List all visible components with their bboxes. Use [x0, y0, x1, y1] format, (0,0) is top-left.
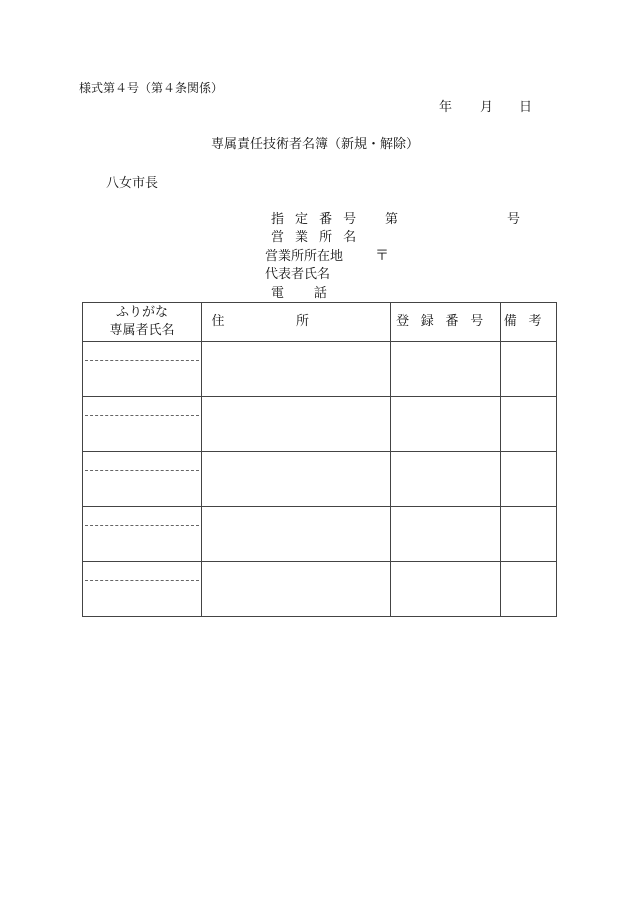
date-day-label: 日: [519, 100, 533, 115]
designation-number-prefix: 第: [385, 212, 399, 227]
form-number-label: 様式第４号（第４条関係）: [79, 81, 224, 95]
header-technician-name: 専属者氏名: [109, 323, 175, 338]
designation-number-suffix: 号: [507, 212, 521, 227]
header-address: 住所: [202, 303, 391, 342]
name-cell[interactable]: [83, 562, 202, 617]
furigana-divider: [85, 360, 199, 361]
address-cell[interactable]: [202, 507, 391, 562]
remarks-cell[interactable]: [501, 507, 557, 562]
address-cell[interactable]: [202, 452, 391, 507]
header-remarks: 備考: [501, 303, 557, 342]
table-row: [83, 397, 557, 452]
business-name-label: 営業所名: [271, 230, 368, 245]
header-furigana: ふりがな: [115, 304, 168, 320]
remarks-cell[interactable]: [501, 342, 557, 397]
table-header-row: [83, 303, 557, 342]
remarks-cell[interactable]: [501, 397, 557, 452]
business-address-label: 営業所所在地: [265, 249, 344, 264]
table-row: [83, 452, 557, 507]
furigana-divider: [85, 580, 199, 581]
name-cell[interactable]: [83, 452, 202, 507]
registration-cell[interactable]: [391, 562, 501, 617]
phone-label: 電話: [271, 286, 357, 301]
furigana-divider: [85, 525, 199, 526]
representative-label: 代表者氏名: [265, 267, 331, 282]
registration-cell[interactable]: [391, 397, 501, 452]
table-row: [83, 507, 557, 562]
table-row: [83, 562, 557, 617]
postal-mark: 〒: [375, 248, 389, 264]
recipient-label: 八女市長: [106, 176, 159, 191]
date-year-label: 年: [439, 100, 453, 115]
registration-cell[interactable]: [391, 452, 501, 507]
remarks-cell[interactable]: [501, 452, 557, 507]
header-registration-number: 登録番号: [391, 303, 501, 342]
document-title: 専属責任技術者名簿（新規・解除）: [210, 137, 419, 152]
address-cell[interactable]: [202, 342, 391, 397]
date-month-label: 月: [480, 100, 494, 115]
registration-cell[interactable]: [391, 507, 501, 562]
technician-roster-table: [82, 302, 557, 617]
address-cell[interactable]: [202, 562, 391, 617]
name-cell[interactable]: [83, 397, 202, 452]
designation-number-label: 指定番号: [271, 212, 368, 227]
name-cell[interactable]: [83, 342, 202, 397]
address-cell[interactable]: [202, 397, 391, 452]
header-name: [83, 303, 202, 342]
registration-cell[interactable]: [391, 342, 501, 397]
remarks-cell[interactable]: [501, 562, 557, 617]
table-row: [83, 342, 557, 397]
name-cell[interactable]: [83, 507, 202, 562]
furigana-divider: [85, 415, 199, 416]
furigana-divider: [85, 470, 199, 471]
